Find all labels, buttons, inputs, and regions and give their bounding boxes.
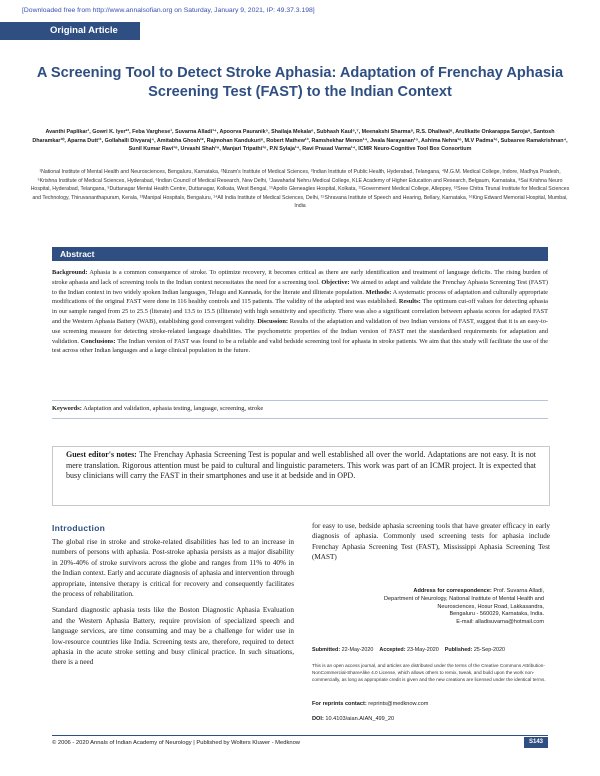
- intro-paragraph-2: Standard diagnostic aphasia tests like the Boston Diagnostic Aphasia Evaluation and the Western Aphasia Battery, require provision of specialized speech and language services, are time consuming and may be a challenge for wider use in low-resource countries like India. Screening tests are, therefore, required to detect aphasia in the acute stroke setting and busy clinical practice. In such situations, there is a need: [52, 606, 294, 667]
- objective-text: We aimed to adapt and validate the Frenchay Aphasia Screening Test (FAST) to the Indian context in two widely spoken Indian languages, Telugu and Kannada, for the literate and illiterate population.: [52, 278, 548, 296]
- download-notice: [Downloaded free from http://www.annalsofian.org on Saturday, January 9, 2021, IP: 49.37.3.198]: [22, 7, 315, 14]
- affiliations: ¹National Institute of Mental Health and Neurosciences, Bengaluru, Karnataka, ²Nizam's Institute of Medical Sciences, ³Indian Institute of Public Health, Hyderabad, Telangana, ⁴M.G.M. Medical College, Indore, Madhya Pradesh, ⁵Krishna Institute of Medical Sciences, Hyderabad, ⁶Indian Council of Medical Research, New Delhi, ⁷Jawaharlal Nehru Medical College, KLE Academy of Higher Education and Research, Belgaum, Karnataka, ⁸Sai Krishna Neuro Hospital, Hyderabad, Telangana, ⁹Duttanagar Mental Health Centre, Duttanagar, Kolkata, West Bengal, ¹⁰Apollo Gleneagles Hospital, Kolkata, ¹¹Government Medical College, Alleppey, ¹²Sree Chitra Tirunal Institute for Medical Sciences and Technology, Thiruvananthapuram, Kerala, ¹³Manipal Hospitals, Bengaluru, ¹⁴All India Institute of Medical Sciences, Delhi, ¹⁵Shravana Institute of Speech and Hearing, Bellary, Karnataka, ¹⁶King Edward Memorial Hospital, Mumbai, India: [30, 169, 570, 210]
- conclusions-text: The Indian version of FAST was found to be a reliable and valid bedside screening tool for aphasia in stroke patients. We aim that this study will facilitate the use of the test across other Indian languages and a large clinical population in the future.: [52, 337, 548, 355]
- background-text: Aphasia is a common consequence of stroke. To optimize recovery, it becomes critical as there are early identification and treatment of language deficits. The rising burden of stroke aphasia and lack of screening tools in the Indian context necessitates the need for a screening tool.: [52, 269, 548, 286]
- methods-text: A systematic process of adaptation and culturally appropriate modifications of the original FAST were done in 116 healthy controls and 115 patients. The validity of the adapted test was established.: [52, 288, 548, 306]
- article-type-label: Original Article: [50, 25, 118, 36]
- introduction-heading: Introduction: [52, 523, 106, 533]
- correspondence-line: Department of Neurology, National Institute of Mental Health and: [383, 595, 544, 602]
- abstract-heading-bar: [52, 247, 548, 261]
- correspondence-line: Prof. Suvarna Alladi,: [493, 588, 544, 594]
- divider: [52, 400, 548, 401]
- objective-label: Objective:: [321, 278, 350, 286]
- doi-value[interactable]: 10.4103/aian.AIAN_499_20: [325, 716, 395, 722]
- keywords-label: Keywords:: [52, 405, 82, 412]
- introduction-column-right: [312, 521, 550, 569]
- background-label: Background:: [52, 269, 88, 276]
- footer-copyright: © 2006 - 2020 Annals of Indian Academy of Neurology | Published by Wolters Kluwer - Medknow: [52, 740, 300, 746]
- footer-rule: [52, 735, 548, 736]
- correspondence-label: Address for correspondence:: [413, 588, 492, 594]
- correspondence-email[interactable]: E-mail: alladisuvarna@hotmail.com: [456, 619, 544, 626]
- intro-paragraph-1: The global rise in stroke and stroke-related disabilities has led to an increase in numbers of persons with aphasia. Post-stroke aphasia persists as a major disability in 20%-40% of stroke survivors across the globe and ranges from 11% to 40% in the Indian context. Early and accurate diagnosis of aphasia and intervention through appropriate, intensive therapy is critical for recovery and consequently facilitates the process of rehabilitation.: [52, 538, 294, 599]
- reprints-email[interactable]: reprints@medknow.com: [368, 701, 429, 707]
- accepted-label: Accepted:: [379, 647, 406, 653]
- reprints-contact: [312, 701, 428, 707]
- abstract-body: [52, 268, 548, 356]
- publication-dates: [312, 646, 550, 654]
- conclusions-label: Conclusions:: [80, 337, 116, 345]
- published-date: 25-Sep-2020: [473, 647, 505, 653]
- results-label: Results:: [398, 298, 421, 306]
- editor-label: Guest editor's notes:: [66, 450, 137, 459]
- page-number: S143: [524, 737, 548, 748]
- article-title: A Screening Tool to Detect Stroke Aphasia: Adaptation of Frenchay Aphasia Screening Test (FAST) to the Indian Context: [36, 65, 564, 100]
- correspondence-address: [352, 588, 544, 627]
- license-notice: This is an open access journal, and articles are distributed under the terms of the Creative Commons Attribution-NonCommercial-ShareAlike 4.0 License, which allows others to remix, tweak, and build upon the work non-commercially, as long as appropriate credit is given and the new creations are licensed under the identical terms.: [312, 663, 546, 683]
- doi-label: DOI:: [312, 716, 324, 722]
- submitted-date: 22-May-2020: [341, 647, 374, 653]
- editor-note: [66, 450, 536, 482]
- accepted-date: 23-May-2020: [406, 647, 439, 653]
- results-text: The optimum cut-off values for detecting aphasia in our sample ranged from 25 to 25.5 (literate) and 13.5 to 15.5 (illiterate) with high sensitivity and specificity. There was also a significant correlation between aphasia scores for adapted FAST and the Western Aphasia Battery (WAB), establishing good convergent validity.: [52, 298, 548, 325]
- editor-text: The Frenchay Aphasia Screening Test is popular and well established all over the world. Adaptations are not easy. It is not mere translation. Rigorous attention must be paid to cultural and linguistic parameters. This work was part of an ICMR project. It is expected that busy clinicians will carry the FAST in their smartphones and use it at bedside and in OPD.: [66, 450, 536, 481]
- keywords-text: Adaptation and validation, aphasia testing, language, screening, stroke: [83, 405, 264, 412]
- correspondence-line: Neurosciences, Hosur Road, Lakkasandra,: [437, 603, 544, 610]
- abstract-heading: Abstract: [60, 249, 95, 259]
- submitted-label: Submitted:: [312, 647, 341, 653]
- reprints-label: For reprints contact:: [312, 701, 367, 707]
- doi: [312, 716, 394, 722]
- author-list: Avanthi Paplikar¹, Gowri K. Iyer²³, Feba Varghese¹, Suvarna Alladi¹⁴, Apoorva Pauranik⁵, Shailaja Mekala⁶, Subhash Kaul⁶,⁷, Meenakshi Sharma⁸, R.S. Dhaliwal⁸, Arulikatte Onkarappa Saroja⁹, Santosh Dharamkar¹⁰, Aparna Dutt¹¹, Gollahalli Divyaraj⁴, Amitabha Ghosh¹², Rajmohan Kandukuri⁶, Robert Mathew¹³, Ramshekhar Menon¹⁴, Jwala Narayanan¹⁵, Ashima Nehra¹⁶, M.V Padma¹⁶, Subasree Ramakrishnan⁴, Sunil Kumar Ravi¹⁸, Urvashi Shah¹⁹, Manjari Tripathi¹⁶, P.N Sylaja¹⁴, Ravi Prasad Varma¹⁴, ICMR Neuro-Cognitive Tool Box Consortium: [32, 129, 568, 153]
- divider: [52, 418, 548, 419]
- introduction-column-left: [52, 537, 294, 674]
- discussion-label: Discussion:: [257, 317, 288, 325]
- published-label: Published:: [444, 647, 473, 653]
- correspondence-line: Bengaluru - 560029, Karnataka, India.: [449, 611, 544, 618]
- methods-label: Methods:: [365, 288, 392, 296]
- keywords: [52, 405, 548, 412]
- intro-paragraph-3: for easy to use, bedside aphasia screening tools that have greater efficacy in early diagnosis of aphasia. Commonly used screening tests for aphasia include Frenchay Aphasia Screening Test (FAST), Mississippi Aphasia Screening Test (MAST): [312, 522, 550, 562]
- discussion-text: Results of the adaptation and validation of two Indian versions of FAST, suggest that it is an easy-to-use screening measure for detecting stroke-related language disabilities. The psychometric properties of the Indian version of FAST met the standardised requirements for adaptation and validation.: [52, 317, 549, 345]
